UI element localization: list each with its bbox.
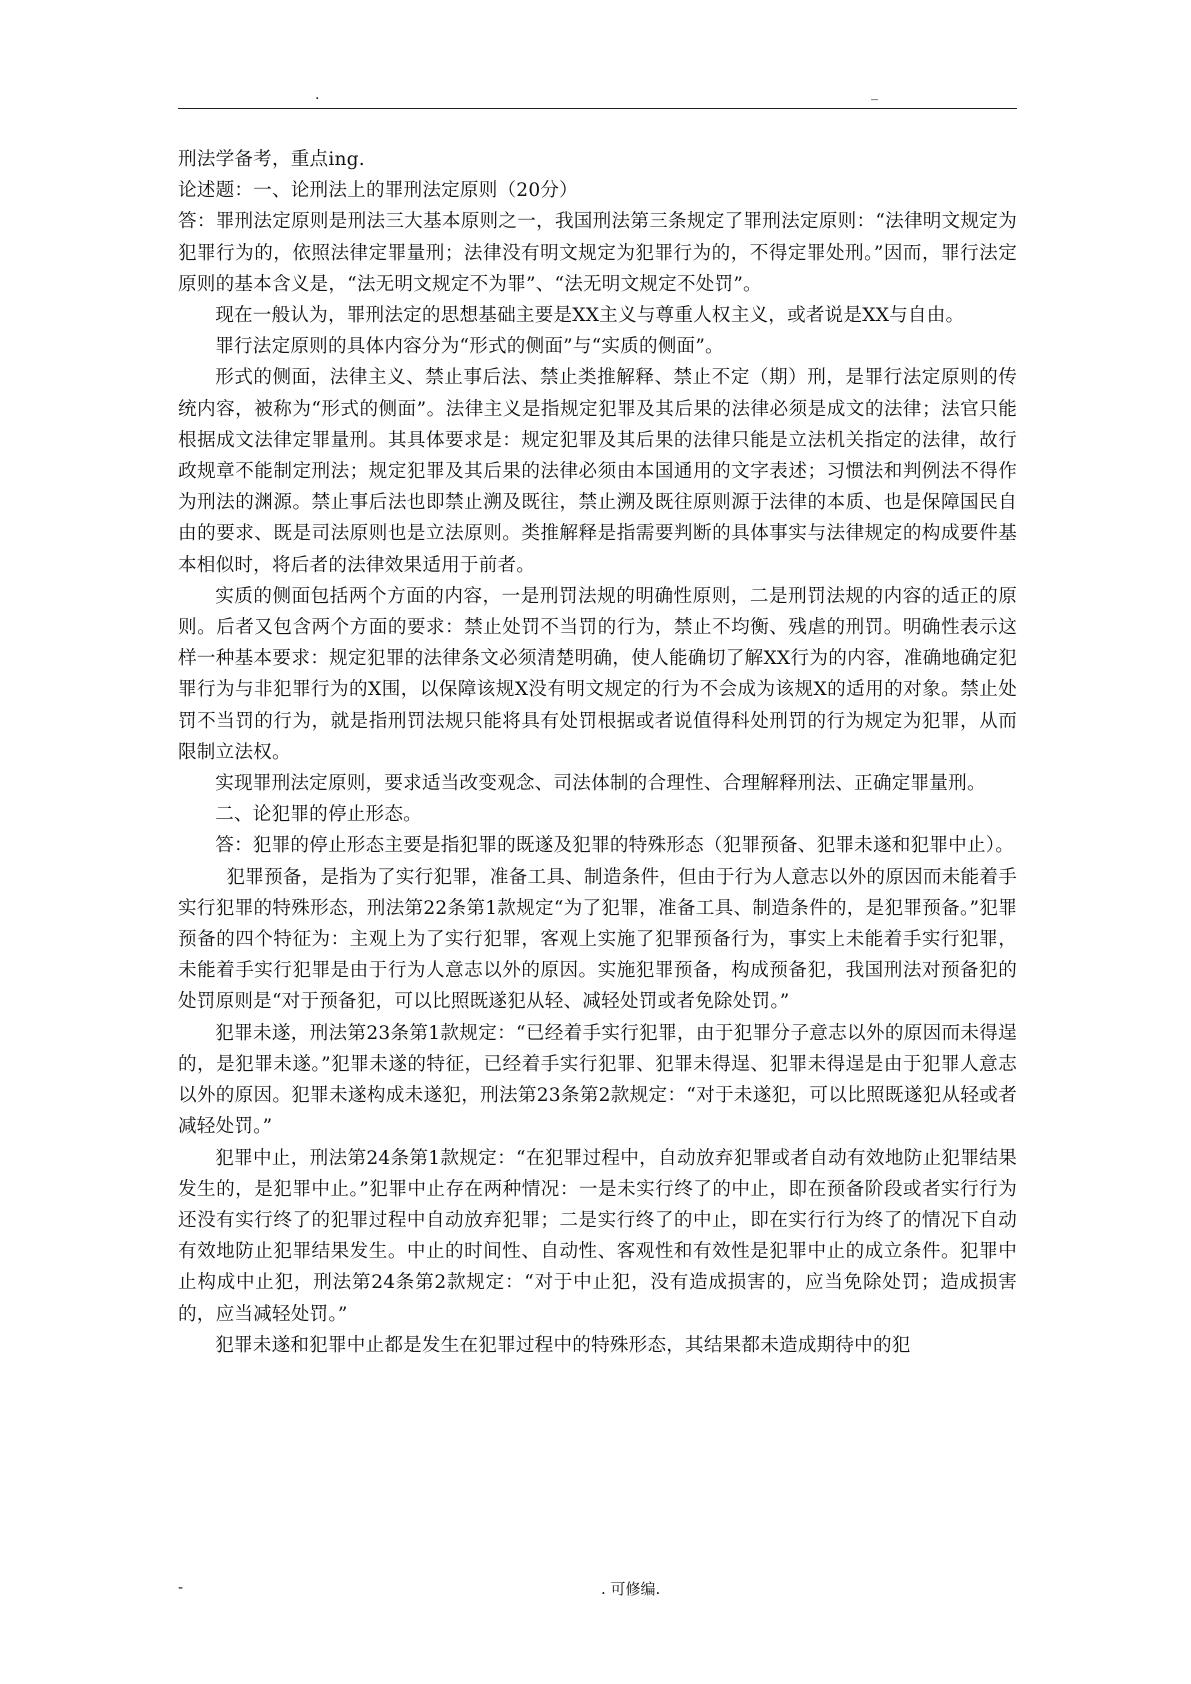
paragraph: 犯罪未遂和犯罪中止都是发生在犯罪过程中的特殊形态，其结果都未造成期待中的犯 bbox=[215, 1334, 911, 1356]
paragraph-question-1: 论述题：一、论刑法上的罪刑法定原则（20分） bbox=[178, 180, 578, 202]
document-body bbox=[178, 144, 1017, 1361]
paragraph: 罪行法定原则的具体内容分为“形式的侧面”与“实质的侧面”。 bbox=[215, 336, 724, 358]
paragraph: 犯罪未遂，刑法第23条第1款规定：“已经着手实行犯罪，由于犯罪分子意志以外的原因而未得逞的，是犯罪未遂。”犯罪未遂的特征，已经着手实行犯罪、犯罪未得逞、犯罪未得逞是由于犯罪人意志以外的原因。犯罪未遂构成未遂犯，刑法第23条第2款规定：“对于未遂犯，可以比照既遂犯从轻或者减轻处罚。” bbox=[178, 1022, 1017, 1138]
paragraph: 犯罪预备，是指为了实行犯罪，准备工具、制造条件，但由于行为人意志以外的原因而未能着手实行犯罪的特殊形态，刑法第22条第1款规定“为了犯罪，准备工具、制造条件的，是犯罪预备。”犯罪预备的四个特征为：主观上为了实行犯罪，客观上实施了犯罪预备行为，事实上未能着手实行犯罪，未能着手实行犯罪是由于行为人意志以外的原因。实施犯罪预备，构成预备犯，我国刑法对预备犯的处罚原则是“对于预备犯，可以比照既遂犯从轻、减轻处罚或者免除处罚。” bbox=[178, 866, 1017, 1013]
paragraph: 答：罪刑法定原则是刑法三大基本原则之一，我国刑法第三条规定了罪刑法定原则：“法律明文规定为犯罪行为的，依照法律定罪量刑；法律没有明文规定为犯罪行为的，不得定罪处刑。”因而，罪行法定原则的基本含义是，“法无明文规定不为罪”、“法无明文规定不处罚”。 bbox=[178, 211, 1017, 295]
page-header bbox=[178, 86, 1017, 109]
footer-editable-note: . 可修编. bbox=[601, 1580, 661, 1598]
paragraph: 现在一般认为，罪刑法定的思想基础主要是XX主义与尊重人权主义，或者说是XX与自由。 bbox=[215, 305, 965, 327]
paragraph: 形式的侧面，法律主义、禁止事后法、禁止类推解释、禁止不定（期）刑，是罪行法定原则的传统内容，被称为“形式的侧面”。法律主义是指规定犯罪及其后果的法律必须是成文的法律；法官只能根据成文法律定罪量刑。其具体要求是：规定犯罪及其后果的法律只能是立法机关指定的法律，故行政规章不能制定刑法；规定犯罪及其后果的法律必须由本国通用的文字表述；习惯法和判例法不得作为刑法的渊源。禁止事后法也即禁止溯及既往，禁止溯及既往原则源于法律的本质、也是保障国民自由的要求、既是司法原则也是立法原则。类推解释是指需要判断的具体事实与法律规定的构成要件基本相似时，将后者的法律效果适用于前者。 bbox=[178, 367, 1017, 576]
paragraph-question-2: 二、论犯罪的停止形态。 bbox=[215, 804, 422, 826]
paragraph: 实现罪刑法定原则，要求适当改变观念、司法体制的合理性、合理解释刑法、正确定罪量刑。 bbox=[215, 773, 986, 795]
paragraph: 答：犯罪的停止形态主要是指犯罪的既遂及犯罪的特殊形态（犯罪预备、犯罪未遂和犯罪中止）。 bbox=[215, 835, 1015, 857]
page-footer bbox=[178, 1578, 1017, 1600]
paragraph-title: 刑法学备考，重点ing. bbox=[178, 149, 365, 170]
header-left-mark: . bbox=[315, 87, 320, 103]
footer-left-mark: - bbox=[178, 1578, 184, 1596]
paragraph: 犯罪中止，刑法第24条第1款规定：“在犯罪过程中，自动放弃犯罪或者自动有效地防止犯罪结果发生的，是犯罪中止。”犯罪中止存在两种情况：一是未实行终了的中止，即在预备阶段或者实行行为还没有实行终了的犯罪过程中自动放弃犯罪；二是实行终了的中止，即在实行行为终了的情况下自动有效地防止犯罪结果发生。中止的时间性、自动性、客观性和有效性是犯罪中止的成立条件。犯罪中止构成中止犯，刑法第24条第2款规定：“对于中止犯，没有造成损害的，应当免除处罚；造成损害的，应当减轻处罚。” bbox=[178, 1147, 1017, 1325]
header-right-mark: _ bbox=[871, 85, 878, 101]
paragraph: 实质的侧面包括两个方面的内容，一是刑罚法规的明确性原则，二是刑罚法规的内容的适正的原则。后者又包含两个方面的要求：禁止处罚不当罚的行为，禁止不均衡、残虐的刑罚。明确性表示这样一种基本要求：规定犯罪的法律条文必须清楚明确，使人能确切了解XX行为的内容，准确地确定犯罪行为与非犯罪行为的X围，以保障该规X没有明文规定的行为不会成为该规X的适用的对象。禁止处罚不当罚的行为，就是指刑罚法规只能将具有处罚根据或者说值得科处刑罚的行为规定为犯罪，从而限制立法权。 bbox=[178, 585, 1017, 763]
